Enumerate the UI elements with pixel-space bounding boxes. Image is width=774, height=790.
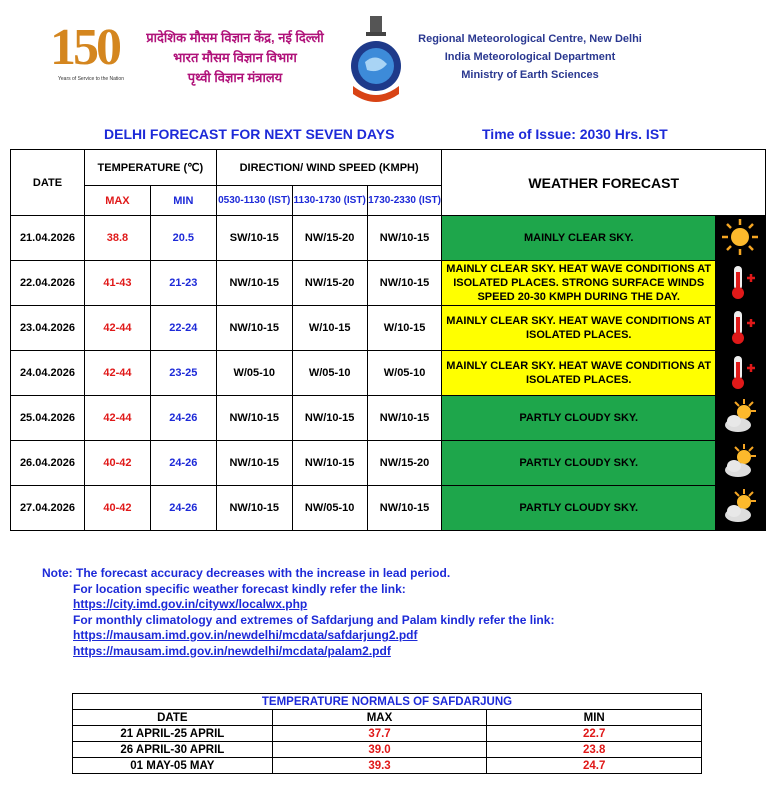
logo-tagline: Years of Service to the Nation bbox=[58, 76, 124, 82]
row-weather-icon-cell bbox=[715, 216, 765, 261]
header-slot1: 0530-1130 (IST) bbox=[216, 186, 292, 216]
normals-row bbox=[73, 742, 702, 758]
row-wind-slot1: W/05-10 bbox=[216, 351, 292, 396]
normals-max: 39.3 bbox=[272, 758, 487, 774]
row-max: 42-44 bbox=[84, 351, 150, 396]
forecast-row bbox=[11, 306, 766, 351]
normals-min: 22.7 bbox=[487, 726, 702, 742]
palam-climatology-link[interactable]: https://mausam.imd.gov.in/newdelhi/mcdata/palam2.pdf bbox=[73, 643, 391, 658]
hindi-line-3: पृथ्वी विज्ञान मंत्रालय bbox=[187, 70, 283, 85]
forecast-row bbox=[11, 261, 766, 306]
imd-emblem-icon bbox=[345, 14, 407, 102]
normals-date: 26 APRIL-30 APRIL bbox=[73, 742, 273, 758]
normals-row bbox=[73, 726, 702, 742]
header-temperature: TEMPERATURE (℃) bbox=[84, 150, 216, 186]
row-min: 24-26 bbox=[150, 396, 216, 441]
safdarjung-climatology-link[interactable]: https://mausam.imd.gov.in/newdelhi/mcdata/safdarjung2.pdf bbox=[73, 628, 418, 642]
normals-header-date: DATE bbox=[73, 710, 273, 726]
row-weather-icon-cell bbox=[715, 441, 765, 486]
forecast-row bbox=[11, 396, 766, 441]
row-weather-icon-cell bbox=[715, 396, 765, 441]
normals-min: 24.7 bbox=[487, 758, 702, 774]
row-date: 25.04.2026 bbox=[11, 396, 85, 441]
row-wind-slot2: W/10-15 bbox=[292, 306, 367, 351]
hindi-line-1: प्रादेशिक मौसम विज्ञान केंद्र, नई दिल्ली bbox=[146, 30, 324, 45]
row-date: 26.04.2026 bbox=[11, 441, 85, 486]
row-date: 24.04.2026 bbox=[11, 351, 85, 396]
sun-icon bbox=[720, 217, 760, 260]
normals-min: 23.8 bbox=[487, 742, 702, 758]
forecast-row bbox=[11, 486, 766, 531]
notes bbox=[42, 566, 554, 659]
thermometer-icon bbox=[720, 352, 760, 395]
header-weather: WEATHER FORECAST bbox=[442, 150, 766, 216]
header-slot3: 1730-2330 (IST) bbox=[367, 186, 442, 216]
row-weather-icon-cell bbox=[715, 351, 765, 396]
row-wind-slot1: SW/10-15 bbox=[216, 216, 292, 261]
row-wind-slot2: NW/05-10 bbox=[292, 486, 367, 531]
thermometer-icon bbox=[720, 307, 760, 350]
row-min: 20.5 bbox=[150, 216, 216, 261]
row-wind-slot2: W/05-10 bbox=[292, 351, 367, 396]
forecast-table bbox=[10, 149, 766, 531]
imd-150-logo bbox=[48, 18, 128, 88]
row-min: 22-24 bbox=[150, 306, 216, 351]
row-weather-forecast: PARTLY CLOUDY SKY. bbox=[442, 396, 715, 441]
row-wind-slot1: NW/10-15 bbox=[216, 441, 292, 486]
row-min: 23-25 bbox=[150, 351, 216, 396]
header-wind: DIRECTION/ WIND SPEED (KMPH) bbox=[216, 150, 442, 186]
row-weather-icon-cell bbox=[715, 486, 765, 531]
row-wind-slot3: NW/10-15 bbox=[367, 216, 442, 261]
note-line-3: For monthly climatology and extremes of Safdarjung and Palam kindly refer the link: bbox=[73, 612, 555, 627]
row-max: 40-42 bbox=[84, 486, 150, 531]
row-wind-slot3: NW/10-15 bbox=[367, 261, 442, 306]
note-line-2: For location specific weather forecast kindly refer the link: bbox=[73, 581, 406, 596]
partly-cloudy-icon bbox=[720, 442, 760, 485]
header-max: MAX bbox=[84, 186, 150, 216]
row-weather-forecast: PARTLY CLOUDY SKY. bbox=[442, 486, 715, 531]
normals-date: 01 MAY-05 MAY bbox=[73, 758, 273, 774]
normals-max: 37.7 bbox=[272, 726, 487, 742]
row-max: 42-44 bbox=[84, 306, 150, 351]
row-date: 21.04.2026 bbox=[11, 216, 85, 261]
forecast-row bbox=[11, 351, 766, 396]
row-max: 38.8 bbox=[84, 216, 150, 261]
partly-cloudy-icon bbox=[720, 487, 760, 530]
note-label: Note: bbox=[42, 566, 73, 580]
row-date: 22.04.2026 bbox=[11, 261, 85, 306]
thermometer-icon bbox=[720, 262, 760, 305]
row-wind-slot2: NW/10-15 bbox=[292, 441, 367, 486]
english-line-3: Ministry of Earth Sciences bbox=[461, 69, 599, 81]
forecast-row bbox=[11, 216, 766, 261]
row-wind-slot2: NW/15-20 bbox=[292, 216, 367, 261]
row-date: 23.04.2026 bbox=[11, 306, 85, 351]
row-max: 40-42 bbox=[84, 441, 150, 486]
english-org-name bbox=[410, 30, 650, 84]
row-wind-slot2: NW/15-20 bbox=[292, 261, 367, 306]
hindi-line-2: भारत मौसम विज्ञान विभाग bbox=[173, 50, 297, 65]
row-weather-icon-cell bbox=[715, 261, 765, 306]
row-wind-slot3: W/05-10 bbox=[367, 351, 442, 396]
row-wind-slot1: NW/10-15 bbox=[216, 486, 292, 531]
row-date: 27.04.2026 bbox=[11, 486, 85, 531]
row-weather-icon-cell bbox=[715, 306, 765, 351]
row-wind-slot1: NW/10-15 bbox=[216, 261, 292, 306]
row-min: 24-26 bbox=[150, 441, 216, 486]
english-line-1: Regional Meteorological Centre, New Delhi bbox=[418, 33, 642, 45]
normals-date: 21 APRIL-25 APRIL bbox=[73, 726, 273, 742]
row-weather-forecast: MAINLY CLEAR SKY. HEAT WAVE CONDITIONS AT ISOLATED PLACES. bbox=[442, 306, 715, 351]
normals-table bbox=[72, 693, 702, 774]
hindi-org-name bbox=[130, 28, 340, 88]
row-wind-slot3: NW/10-15 bbox=[367, 396, 442, 441]
header-slot2: 1130-1730 (IST) bbox=[292, 186, 367, 216]
forecast-title: DELHI FORECAST FOR NEXT SEVEN DAYS bbox=[104, 126, 395, 142]
row-weather-forecast: MAINLY CLEAR SKY. HEAT WAVE CONDITIONS AT ISOLATED PLACES. bbox=[442, 351, 715, 396]
issue-time: Time of Issue: 2030 Hrs. IST bbox=[482, 126, 668, 142]
row-weather-forecast: MAINLY CLEAR SKY. bbox=[442, 216, 715, 261]
local-forecast-link[interactable]: https://city.imd.gov.in/citywx/localwx.php bbox=[73, 597, 308, 611]
partly-cloudy-icon bbox=[720, 397, 760, 440]
page-header bbox=[0, 0, 774, 110]
normals-header-max: MAX bbox=[272, 710, 487, 726]
note-line-1: The forecast accuracy decreases with the increase in lead period. bbox=[76, 566, 451, 580]
row-min: 24-26 bbox=[150, 486, 216, 531]
normals-row bbox=[73, 758, 702, 774]
row-weather-forecast: MAINLY CLEAR SKY. HEAT WAVE CONDITIONS AT ISOLATED PLACES. STRONG SURFACE WINDS SPEED 20-30 KMPH DURING THE DAY. bbox=[442, 261, 715, 306]
row-min: 21-23 bbox=[150, 261, 216, 306]
normals-header-min: MIN bbox=[487, 710, 702, 726]
row-wind-slot1: NW/10-15 bbox=[216, 306, 292, 351]
row-max: 42-44 bbox=[84, 396, 150, 441]
forecast-row bbox=[11, 441, 766, 486]
row-wind-slot2: NW/10-15 bbox=[292, 396, 367, 441]
normals-title: TEMPERATURE NORMALS OF SAFDARJUNG bbox=[73, 694, 702, 710]
row-max: 41-43 bbox=[84, 261, 150, 306]
row-weather-forecast: PARTLY CLOUDY SKY. bbox=[442, 441, 715, 486]
header-min: MIN bbox=[150, 186, 216, 216]
logo-number: 150 bbox=[50, 19, 119, 76]
header-date: DATE bbox=[11, 150, 85, 216]
english-line-2: India Meteorological Department bbox=[444, 51, 616, 63]
row-wind-slot3: NW/10-15 bbox=[367, 486, 442, 531]
row-wind-slot1: NW/10-15 bbox=[216, 396, 292, 441]
row-wind-slot3: W/10-15 bbox=[367, 306, 442, 351]
normals-max: 39.0 bbox=[272, 742, 487, 758]
row-wind-slot3: NW/15-20 bbox=[367, 441, 442, 486]
